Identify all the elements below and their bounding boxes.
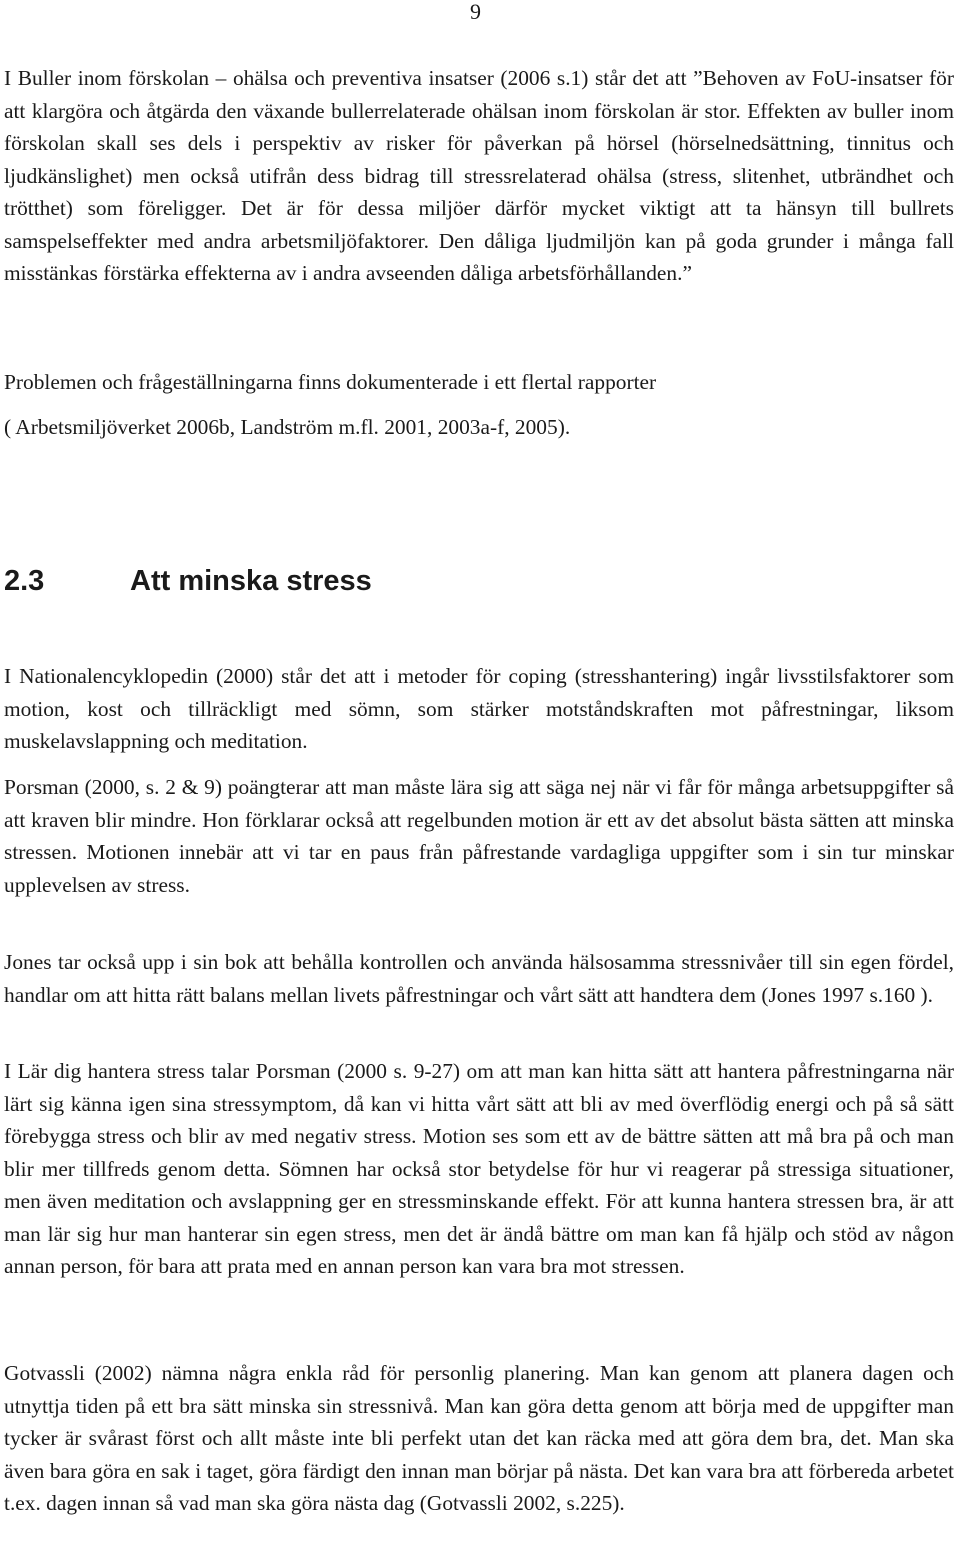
problem-line: Problemen och frågeställningarna finns dokumenterade i ett flertal rapporter [4,370,657,394]
paragraph-gotvassli: Gotvassli (2002) nämna några enkla råd för personlig planering. Man kan genom att planera dagen och utnyttja tiden på ett bra sätt minska sin stressnivå. Man kan göra detta genom att börja med de uppgifter man tycker är svårast först och allt måste inte bli perfekt utan det kan räcka med att göra dem bra, det. Man ska även bara göra en sak i taget, göra färdigt den innan man börjar på nästa. Det kan vara bra att förbereda arbetet t.ex. dagen innan så vad man ska göra nästa dag (Gotvassli 2002, s.225). [4,1361,954,1515]
section-title: Att minska stress [130,565,372,597]
paragraph-porsman-motion: Porsman (2000, s. 2 & 9) poängterar att man måste lära sig att säga nej när vi får för många arbetsuppgifter så att kraven blir mindre. Hon förklarar också att regelbunden motion är ett av det absolut bästa sätten att minska stressen. Motionen innebär att vi tar en paus från påfrestande vardagliga uppgifter som i sin tur minskar upplevelsen av stress. [4,775,954,897]
paragraph-lar-dig-hantera-stress: I Lär dig hantera stress talar Porsman (2000 s. 9-27) om att man kan hitta sätt att hantera påfrestningarna när lärt sig känna igen sina stressymptom, då kan vi hitta vårt sätt att bli av med överflödig energi och på så sätt förebygga stress och blir av med negativ stress. Motion ses som ett av de bättre sätten att må bra på och man blir mer tillfreds genom detta. Sömnen har också stor betydelse för hur vi reagerar på stressiga situationer, men även meditation och avslappning ger en stressminskande effekt. För att kunna hantera stressen bra, är att man lär sig hur man hanterar sin egen stress, men det är ändå bättre om man kan få hjälp och stöd av någon annan person, för bara att prata med en annan person kan vara bra mot stressen. [4,1059,954,1278]
reference-line: ( Arbetsmiljöverket 2006b, Landström m.fl. 2001, 2003a-f, 2005). [4,415,571,439]
page-number: 9 [470,0,481,24]
intro-paragraph: I Buller inom förskolan – ohälsa och preventiva insatser (2006 s.1) står det att ”Behoven av FoU-insatser för att klargöra och åtgärda den växande bullerrelaterade ohälsan inom förskolan är stor. Effekten av buller inom förskolan skall ses dels i perspektiv av risker för påverkan på hörsel (hörselnedsättning, tinnitus och ljudkänslighet) men också utifrån dess bidrag till stressrelaterad ohälsa (stress, slitenhet, utbrändhet och trötthet) som föreligger. Det är för dessa miljöer därför mycket viktigt att ta hänsyn till bullrets samspelseffekter med andra arbetsmiljöfaktorer. Den dåliga ljudmiljön kan på goda grunder i många fall misstänkas förstärka effekterna av i andra avseenden dåliga arbetsförhållanden.” [4,66,954,285]
paragraph-nationalencyklopedin: I Nationalencyklopedin (2000) står det att i metoder för coping (stresshantering) ingår livsstilsfaktorer som motion, kost och tillräckligt med sömn, som stärker motståndskraften mot påfrestningar, liksom muskelavslappning och meditation. [4,664,954,753]
section-number: 2.3 [4,565,45,597]
paragraph-jones: Jones tar också upp i sin bok att behålla kontrollen och använda hälsosamma stressnivåer till sin egen fördel, handlar om att hitta rätt balans mellan livets påfrestningar och vårt sätt att handtera dem (Jones 1997 s.160 ). [4,950,954,1007]
section-heading [4,563,372,599]
